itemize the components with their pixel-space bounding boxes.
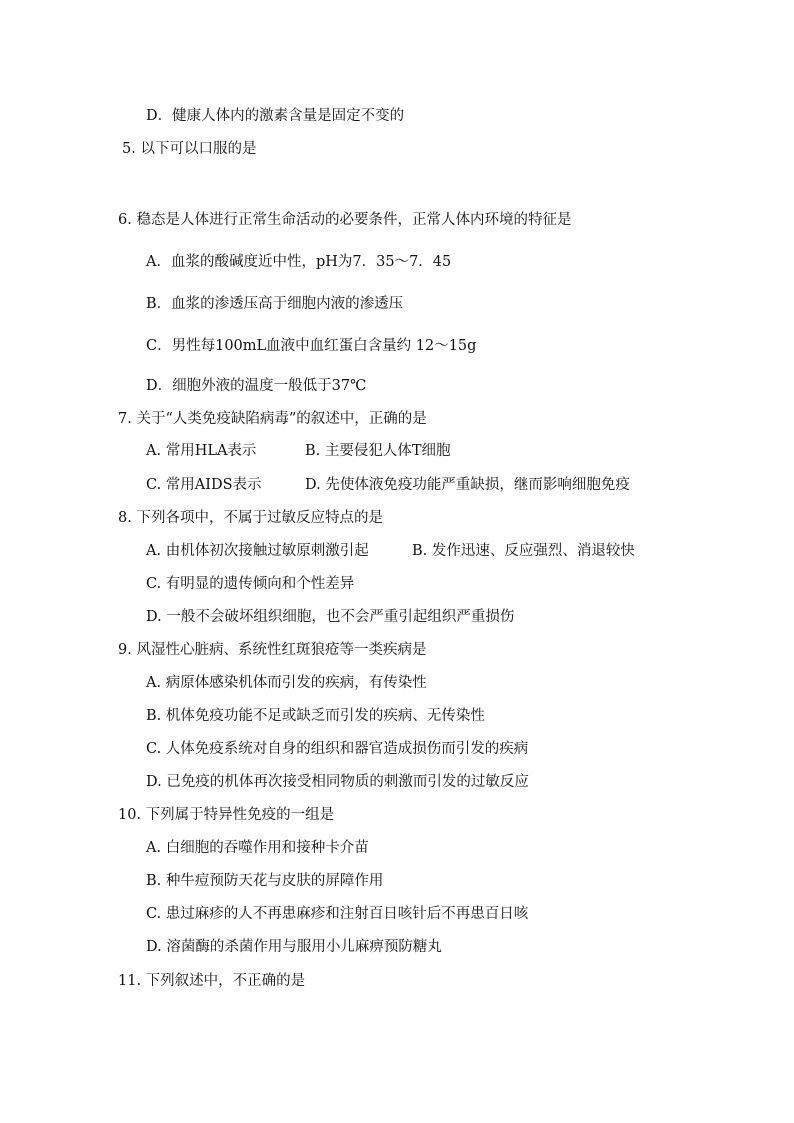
q8-option-b: B. 发作迅速、反应强烈、消退较快 bbox=[412, 543, 635, 559]
q6-option-d: D．细胞外液的温度一般低于37℃ bbox=[146, 378, 367, 394]
q11-stem: 11. 下列叙述中，不正确的是 bbox=[118, 973, 306, 989]
q10-option-d: D. 溶菌酶的杀菌作用与服用小儿麻痹预防糖丸 bbox=[146, 939, 442, 955]
q9-option-b: B. 机体免疫功能不足或缺乏而引发的疾病、无传染性 bbox=[146, 708, 485, 724]
q9-option-c: C. 人体免疫系统对自身的组织和器官造成损伤而引发的疾病 bbox=[146, 741, 529, 757]
q6-stem: 6. 稳态是人体进行正常生命活动的必要条件，正常人体内环境的特征是 bbox=[118, 212, 572, 228]
q8-option-c: C. 有明显的遗传倾向和个性差异 bbox=[146, 576, 355, 592]
q10-option-a: A. 白细胞的吞噬作用和接种卡介苗 bbox=[146, 840, 369, 856]
q6-option-a: A．血浆的酸碱度近中性，pH为7．35～7．45 bbox=[146, 254, 452, 270]
q7-stem: 7. 关于“人类免疫缺陷病毒”的叙述中，正确的是 bbox=[118, 411, 427, 427]
q10-option-c: C. 患过麻疹的人不再患麻疹和注射百日咳针后不再患百日咳 bbox=[146, 906, 529, 922]
q10-stem: 10. 下列属于特异性免疫的一组是 bbox=[118, 807, 335, 823]
q4-option-d: D．健康人体内的激素含量是固定不变的 bbox=[146, 108, 405, 124]
q7-option-a: A. 常用HLA表示 bbox=[146, 443, 257, 459]
q10-option-b: B. 种牛痘预防天花与皮肤的屏障作用 bbox=[146, 873, 384, 889]
q6-option-c: C．男性每100mL血液中血红蛋白含量约 12～15g bbox=[146, 338, 477, 354]
q8-option-d: D. 一般不会破坏组织细胞，也不会严重引起组织严重损伤 bbox=[146, 609, 515, 625]
q8-option-a: A. 由机体初次接触过敏原刺激引起 bbox=[146, 543, 369, 559]
q7-option-b: B. 主要侵犯人体T细胞 bbox=[305, 443, 451, 459]
q6-option-b: B．血浆的渗透压高于细胞内液的渗透压 bbox=[146, 296, 404, 312]
q5-stem: 5. 以下可以口服的是 bbox=[122, 141, 257, 157]
q7-option-d: D. 先使体液免疫功能严重缺损，继而影响细胞免疫 bbox=[305, 477, 630, 493]
q9-stem: 9. 风湿性心脏病、系统性红斑狼疮等一类疾病是 bbox=[118, 642, 427, 658]
q9-option-d: D. 已免疫的机体再次接受相同物质的刺激而引发的过敏反应 bbox=[146, 774, 529, 790]
q9-option-a: A. 病原体感染机体而引发的疾病，有传染性 bbox=[146, 675, 427, 691]
q7-option-c: C. 常用AIDS表示 bbox=[146, 477, 262, 493]
q8-stem: 8. 下列各项中，不属于过敏反应特点的是 bbox=[118, 510, 383, 526]
